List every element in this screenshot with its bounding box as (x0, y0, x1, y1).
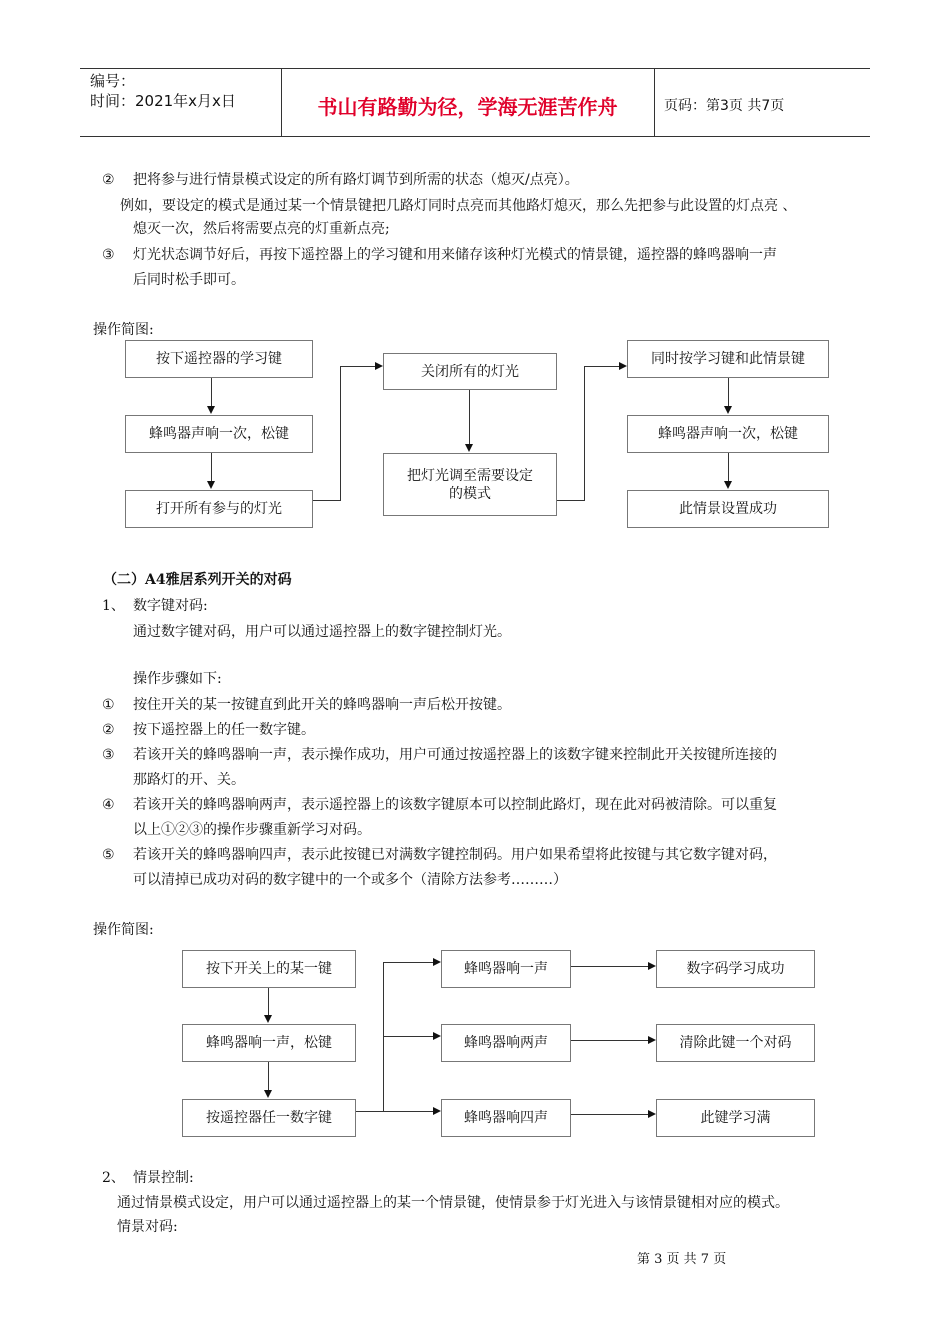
connector-line (571, 1040, 648, 1041)
header-divider-right (654, 68, 655, 136)
intro-text: 通过数字键对码，用户可以通过遥控器上的数字键控制灯光。 (133, 624, 511, 640)
step-number: ③ (102, 747, 115, 763)
connector-line (469, 390, 470, 445)
step-text: 把将参与进行情景模式设定的所有路灯调节到所需的状态（熄灭/点亮）。 (133, 172, 579, 188)
flow-box: 清除此键一个对码 (656, 1024, 815, 1062)
diagram-label: 操作简图: (93, 922, 154, 938)
doc-date-label: 时间：2021年x月x日 (90, 92, 236, 110)
step-text: 灯光状态调节好后，再按下遥控器上的学习键和用来储存该种灯光模式的情景键，遥控器的蜂鸣器响一声 (133, 247, 777, 263)
connector-line (728, 453, 729, 482)
step-number: ⑤ (102, 847, 115, 863)
step-text: 若该开关的蜂鸣器响两声，表示遥控器上的该数字键原本可以控制此路灯，现在此对码被清除。可以重复 (133, 797, 777, 813)
flow-box: 蜂鸣器响四声 (441, 1099, 571, 1137)
step-number: ② (102, 172, 115, 188)
connector-line (356, 1111, 384, 1112)
example-text: 熄灭一次，然后将需要点亮的灯重新点亮; (133, 221, 390, 237)
flow-box: 同时按学习键和此情景键 (627, 340, 829, 378)
doc-number-label: 编号： (90, 72, 136, 90)
flow-box: 蜂鸣器响一声，松键 (182, 1024, 356, 1062)
arrow-down-icon (724, 406, 732, 414)
connector-line (268, 1062, 269, 1091)
arrow-right-icon (433, 1032, 441, 1040)
header-top-rule (80, 68, 870, 69)
flow-box: 数字码学习成功 (656, 950, 815, 988)
connector-line (584, 366, 619, 367)
flow-box-line: 的模式 (449, 485, 491, 502)
arrow-down-icon (465, 444, 473, 452)
item-title: 数字键对码: (133, 598, 208, 614)
arrow-right-icon (375, 362, 383, 370)
flow-box: 蜂鸣器声响一次，松键 (125, 415, 313, 453)
flow-box: 打开所有参与的灯光 (125, 490, 313, 528)
connector-line (557, 500, 585, 501)
step-number: ① (102, 697, 115, 713)
connector-line (383, 962, 433, 963)
flow-box: 关闭所有的灯光 (383, 353, 557, 390)
connector-line (383, 1111, 433, 1112)
flow-box: 蜂鸣器响一声 (441, 950, 571, 988)
step-text: 可以清掉已成功对码的数字键中的一个或多个（清除方法参考………） (133, 872, 567, 888)
connector-line (340, 366, 375, 367)
step-number: ② (102, 722, 115, 738)
example-text: 例如，要设定的模式是通过某一个情景键把几路灯同时点亮而其他路灯熄灭，那么先把参与此设置的灯点亮 、 (120, 198, 797, 214)
body-text: 情景对码: (117, 1219, 178, 1235)
step-number: ④ (102, 797, 115, 813)
flow-box: 按下遥控器的学习键 (125, 340, 313, 378)
arrow-right-icon (648, 1036, 656, 1044)
flow-box-line: 把灯光调至需要设定 (407, 467, 533, 484)
arrow-right-icon (648, 962, 656, 970)
item-number: 1、 (102, 598, 125, 614)
header-motto: 书山有路勤为径，学海无涯苦作舟 (317, 95, 618, 119)
step-text: 按住开关的某一按键直到此开关的蜂鸣器响一声后松开按键。 (133, 697, 511, 713)
arrow-down-icon (264, 1090, 272, 1098)
step-text: 那路灯的开、关。 (133, 772, 245, 788)
item-title: 情景控制: (133, 1170, 194, 1186)
connector-line (728, 378, 729, 407)
step-text: 若该开关的蜂鸣器响一声，表示操作成功，用户可通过按遥控器上的该数字键来控制此开关按键所连接的 (133, 747, 777, 763)
flow-box (383, 453, 557, 516)
arrow-right-icon (619, 362, 627, 370)
connector-line (211, 378, 212, 407)
arrow-down-icon (207, 406, 215, 414)
steps-label: 操作步骤如下: (133, 671, 222, 687)
arrow-right-icon (433, 1107, 441, 1115)
connector-line (340, 366, 341, 501)
diagram-label: 操作简图: (93, 322, 154, 338)
item-number: 2、 (102, 1170, 125, 1186)
step-text: 以上①②③的操作步骤重新学习对码。 (133, 822, 371, 838)
flow-box: 按遥控器任一数字键 (182, 1099, 356, 1137)
section-heading: （二）A4雅居系列开关的对码 (103, 572, 292, 588)
page-footer: 第 3 页 共 7 页 (637, 1252, 727, 1267)
flow-box: 此情景设置成功 (627, 490, 829, 528)
flow-box: 此键学习满 (656, 1099, 815, 1137)
step-text: 若该开关的蜂鸣器响四声，表示此按键已对满数字键控制码。用户如果希望将此按键与其它数字键对码， (133, 847, 777, 863)
flow-box: 蜂鸣器响两声 (441, 1024, 571, 1062)
connector-line (383, 962, 384, 1112)
connector-line (383, 1036, 433, 1037)
arrow-down-icon (724, 481, 732, 489)
flow-box: 按下开关上的某一键 (182, 950, 356, 988)
step-text: 按下遥控器上的任一数字键。 (133, 722, 315, 738)
step-number: ③ (102, 247, 115, 263)
flow-box: 蜂鸣器声响一次，松键 (627, 415, 829, 453)
body-text: 通过情景模式设定，用户可以通过遥控器上的某一个情景键，使情景参于灯光进入与该情景键相对应的模式。 (117, 1195, 789, 1211)
arrow-down-icon (264, 1015, 272, 1023)
arrow-down-icon (207, 481, 215, 489)
connector-line (571, 1114, 648, 1115)
connector-line (584, 366, 585, 501)
connector-line (211, 453, 212, 482)
header-page-label: 页码：第3页 共7页 (664, 98, 785, 114)
header-bottom-rule (80, 136, 870, 137)
step-text: 后同时松手即可。 (133, 272, 245, 288)
arrow-right-icon (433, 958, 441, 966)
connector-line (313, 500, 341, 501)
connector-line (571, 966, 648, 967)
connector-line (268, 988, 269, 1016)
arrow-right-icon (648, 1110, 656, 1118)
